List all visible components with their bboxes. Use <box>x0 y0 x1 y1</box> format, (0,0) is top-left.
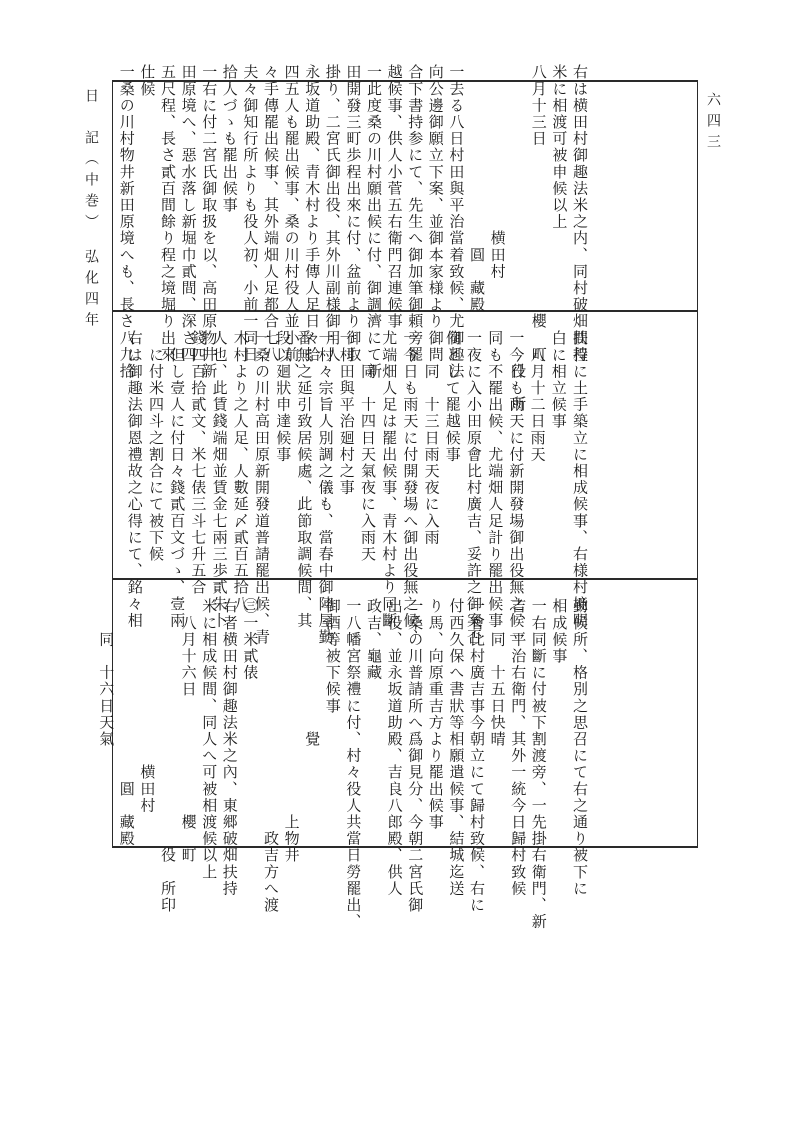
text-column: ㊂一米貳俵 <box>241 598 260 681</box>
text-column: り馬、向原重吉方より罷出候事 <box>426 598 445 831</box>
text-column: 永坂道助殿、青木村より手傳人足日々拾 <box>303 64 322 363</box>
text-column: 五尺程、長さ貳百間餘り程之境堀り出來 <box>159 64 177 363</box>
text-column: 覺 <box>303 598 322 748</box>
text-column: 相成候事 <box>550 598 569 665</box>
text-column: 但し壹人に付日々錢貳百文づゝ、壹兩 <box>168 330 187 629</box>
text-column: 横田村 <box>488 64 507 280</box>
text-column: 八月十六日 櫻 町 <box>179 598 198 864</box>
text-column: 八月十二日雨天 <box>528 330 547 463</box>
text-column: 番無之延引致居候處、此節取調候間、其 <box>295 330 314 629</box>
text-column: 右は御趣法御恩禮故之心得にて、銘々相 <box>125 330 144 629</box>
text-column: 段以廻狀申達候事 <box>274 330 293 463</box>
text-column: 人也、此賃錢端畑並賃金七兩三歩貳朱卜 <box>210 330 229 629</box>
text-column: 一桑の川村高田原新開發道普請罷出候、青 <box>253 330 271 646</box>
text-column: に付米四斗之割合にて被下候 <box>147 330 165 563</box>
text-column: 一村々宗旨人別調之儀も、當春中御陣屋勤 <box>316 330 335 646</box>
text-column: 一會比村廣吉事今朝立にて歸村致候、右に <box>468 598 486 914</box>
text-column: 一桑の川村物井新田原境へも、長さ八九拾 <box>117 64 136 380</box>
text-column: 一今日も雨天に付開發場へ御出役無之候、 <box>401 330 420 646</box>
page-number: 六四三 <box>705 92 721 155</box>
text-column: 政吉方へ渡 <box>262 598 280 914</box>
text-column: 一八幡宮祭禮に付、村々役人共當日勞罷出、 <box>344 598 363 930</box>
text-column: 向公邊御願立下案、並御本家様より御問 <box>426 64 445 363</box>
text-column: 出役、並永坂道助殿、吉良八郎殿、供人 <box>385 598 404 897</box>
text-column: 錢四百拾貳文、米七俵三斗七升五合 <box>189 330 208 596</box>
text-column: 一夜に入小田原會比村廣吉、妥許之御案否 <box>465 330 483 646</box>
text-column: 掛り、二宮氏御出役、其外川副様御用人 <box>323 64 342 363</box>
text-column: 同 十六日天氣 <box>97 598 116 748</box>
text-column: 四五人も罷出候事、桑の川村役人並小前、 <box>282 64 301 380</box>
text-column: 御酒等被下候事 <box>323 598 342 715</box>
text-column: 一桑の川普請所へ爲御見分、今朝二宮氏御 <box>406 598 425 914</box>
text-column: 横田村 <box>138 598 157 814</box>
text-column: 田開發三町歩程出來に付、盆前より御取 <box>344 64 363 363</box>
text-column: 越候事、供人小菅五右衛門召連候事 <box>385 64 404 330</box>
text-column: 右者横田村御趣法米之內、東郷破畑扶持 <box>220 598 239 897</box>
text-column: 同 十四日天氣夜に入雨天 <box>359 330 377 563</box>
text-column: 一此度桑の川村願出候に付、御調濟にて新 <box>365 64 383 380</box>
text-column: 吉、平治右衛門、其外一統今日歸村致候 <box>509 598 528 897</box>
text-column: 合下書持参にて、先生へ御加筆御頼旁罷 <box>406 64 425 363</box>
text-column: 八月十三日 櫻 町 <box>529 64 548 363</box>
left-border <box>697 80 698 847</box>
text-column: 田原境へ、惡水落し新堀巾貳間、深さ四 <box>179 64 198 363</box>
text-column: 同 十五日快晴 <box>488 598 507 748</box>
text-column: 一今日も雨天に付新開發場御出役無之候一 <box>507 330 526 646</box>
text-column: 夫々御知行所よりも役人初、小前一同日 <box>241 64 260 363</box>
text-column: 木村より之人足、人數延〆貳百五拾八 <box>231 330 250 613</box>
text-column: 一村田與平治廻村之事 <box>337 330 356 496</box>
text-column: 同も不罷出候、尤端畑人足計り罷出候事 <box>486 330 505 629</box>
text-column: 白に相立候事 <box>549 330 568 430</box>
text-column: 右は横田村御趣法米之内、同村破畑扶持 <box>571 64 589 363</box>
text-column: 伺として罷越候事 <box>443 330 462 463</box>
text-column: 米に相成候間、同人へ可被相渡候以上 <box>200 598 219 881</box>
text-column: 仕候 <box>138 64 157 98</box>
text-column: 尤端畑人足は罷出候事、青木村より同斷 <box>380 330 399 629</box>
text-column: 一去る八日村田與平治當着致候、尤御趣法 <box>447 64 466 380</box>
text-column: 上物井 <box>282 598 301 864</box>
text-column: 役 所 <box>509 64 528 413</box>
text-column: 役 所印 <box>159 598 177 914</box>
text-column: 勤候所、格別之思召にて右之通り被下に <box>571 598 589 897</box>
text-column: 間程に土手築立に相成候事、右様村境明 <box>571 330 589 629</box>
text-column: 米に相渡可被申候以上 <box>550 64 569 230</box>
text-column: 一右に付二宮氏御取扱を以、高田原物井新 <box>200 64 219 380</box>
running-header: 日 記（中巻） 弘化四年 <box>83 88 99 333</box>
text-column: 拾人づゝも罷出候事 <box>220 64 239 214</box>
text-column: 政吉、龜藏 <box>365 598 383 681</box>
text-column: 一右同斷に付被下割渡旁、一先掛右衛門、新 <box>529 598 548 930</box>
text-column: 付西久保へ書狀等相願遣候事、結城迄送 <box>447 598 466 897</box>
text-column: 圓 藏殿 <box>468 64 486 313</box>
text-column: 々手傳罷出候事、其外端畑人足都合七八 <box>262 64 280 363</box>
text-column: 圓 藏殿 <box>117 598 136 847</box>
text-column: 同 十三日雨天夜に入雨 <box>422 330 441 546</box>
